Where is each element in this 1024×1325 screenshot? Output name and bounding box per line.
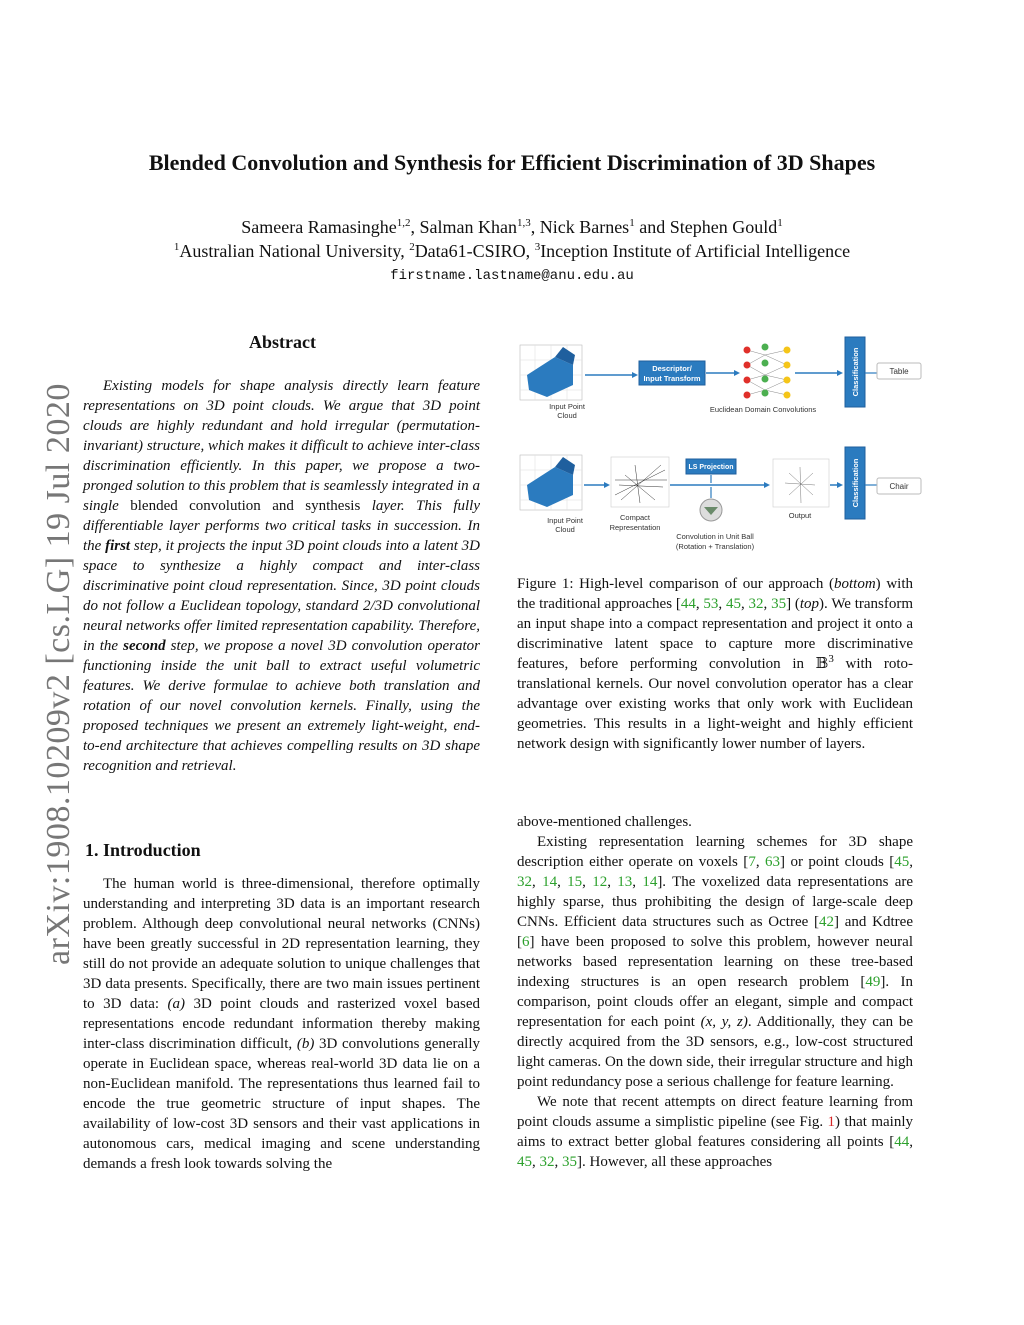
citation-link[interactable]: 7	[748, 854, 756, 870]
svg-text:Output: Output	[788, 511, 812, 520]
abstract-heading: Abstract	[249, 332, 316, 352]
svg-text:Input Point: Input Point	[547, 516, 583, 525]
citation-link[interactable]: 6	[522, 934, 530, 950]
author-3-aff: 1	[629, 217, 635, 229]
svg-text:Table: Table	[889, 367, 909, 376]
paper-title: Blended Convolution and Synthesis for Efficient Discrimination of 3D Shapes	[148, 150, 876, 175]
citation-link[interactable]: 35	[771, 596, 787, 612]
citation-link[interactable]: 49	[865, 974, 881, 990]
arxiv-stamp	[40, 365, 75, 965]
svg-text:(Rotation + Translation): (Rotation + Translation)	[675, 542, 755, 551]
citation-link[interactable]: 14	[542, 874, 558, 890]
svg-text:Classification: Classification	[851, 458, 860, 508]
author-block	[0, 215, 1024, 263]
neural-network-icon	[744, 344, 791, 399]
citation-link[interactable]: 42	[819, 914, 835, 930]
right-column-text	[517, 812, 913, 1172]
citation-link[interactable]: 63	[765, 854, 781, 870]
affiliation-1: Australian National University,	[179, 241, 410, 261]
svg-text:Compact: Compact	[619, 513, 651, 522]
svg-text:Classification: Classification	[851, 347, 860, 397]
svg-text:Cloud: Cloud	[557, 411, 577, 420]
paragraph-existing-schemes: Existing representation learning schemes for 3D shape description either operate on voxels [7, 63] or point clouds [45, 32, 14, 15, 12, 13, 14]. The voxelized data representations are highly sparse, thus prohibiting the design of large-scale deep CNNs. Efficient data structures such as Octree [42] and Kdtree [6] have been proposed to solve this problem, however neural networks based representation learning on these tree-based indexing structures is an open research problem [49]. In comparison, point clouds offer an elegant, simple and compact representation for each point (x, y, z). Additionally, they can be directly acquired from the 3D sensors, e.g., low-cost structured light cameras. On the down side, their irregular structure and high point redundancy pose a serious challenge for feature learning.	[517, 834, 914, 1090]
citation-link[interactable]: 14	[642, 874, 658, 890]
figure-ref-link[interactable]: 1	[827, 1114, 836, 1130]
output-plot	[773, 459, 829, 507]
author-3: Nick Barnes	[539, 217, 630, 237]
citation-link[interactable]: 32	[517, 874, 532, 890]
author-2: Salman Khan	[419, 217, 517, 237]
author-email: firstname.lastname@anu.edu.au	[390, 268, 634, 284]
author-names: Sameera Ramasinghe$^{1,2}$, Salman Khan$^{1,3}$, Nick Barnes$^1$ and Stephen Gould$^1$	[241, 217, 783, 237]
affiliations: $^1$Australian National University, $^2$Data61-CSIRO, $^3$Inception Institute of Artificial Intelligence	[173, 241, 851, 261]
affiliation-2: Data61-CSIRO,	[414, 241, 535, 261]
chair-icon-bottom	[520, 455, 582, 510]
svg-text:Descriptor/: Descriptor/	[652, 364, 692, 373]
svg-text:Cloud: Cloud	[555, 525, 575, 534]
svg-text:LS Projection: LS Projection	[688, 464, 734, 471]
citation-link[interactable]: 13	[617, 874, 633, 890]
paragraph-recent-attempts: We note that recent attempts on direct feature learning from point clouds assume a simplistic pipeline (see Fig. 1) that mainly aims to extract better global features considering all points [44, 45, 32, 35]. However, all these approaches	[517, 1094, 913, 1170]
author-1-aff: 1,2	[396, 217, 411, 229]
citation-link[interactable]: 12	[592, 874, 608, 890]
compact-representation-plot	[611, 457, 669, 507]
author-2-aff: 1,3	[516, 217, 531, 229]
svg-text:Input Point: Input Point	[549, 402, 585, 411]
svg-text:Euclidean Domain Convolutions: Euclidean Domain Convolutions	[709, 405, 817, 414]
svg-text:Representation: Representation	[609, 523, 661, 532]
svg-text:Convolution in Unit Ball: Convolution in Unit Ball	[676, 532, 754, 541]
author-1: Sameera Ramasinghe	[241, 217, 397, 237]
svg-text:Chair: Chair	[889, 482, 909, 491]
citation-link[interactable]: 35	[562, 1154, 577, 1170]
chair-icon-top	[520, 345, 582, 400]
arxiv-stamp-text: arXiv:1908.10209v2 [cs.LG] 19 Jul 2020	[40, 383, 77, 965]
figure-1-caption: Figure 1: High-level comparison of our approach (bottom) with the traditional approaches [44, 53, 45, 32, 35] (top). We transform an input shape into a compact representation and project it onto a discriminative latent space to capture more discriminative features, before performing convolution in 𝔹$^3$ with roto-translational kernels. Our novel convolution operator has a clear advantage over existing works that only work with Euclidean geometries. This results in a light-weight and highly efficient network design with significantly lower number of layers.	[517, 576, 914, 752]
citation-link[interactable]: 45	[517, 1154, 532, 1170]
affiliation-3: Inception Institute of Artificial Intelligence	[540, 241, 851, 261]
figure-1	[515, 335, 925, 560]
citation-link[interactable]: 53	[703, 596, 719, 612]
abstract-body: Existing models for shape analysis directly learn feature representations on 3D point clouds. We argue that 3D point clouds are highly redundant and hold irregular (permutation-invariant) structure, which makes it difficult to achieve inter-class discrimination efficiently. In this paper, we propose a two-pronged solution to this problem that is seamlessly integrated in a single blended convolution and synthesis layer. This fully differentiable layer performs two critical tasks in succession. In the first step, it projects the input 3D point clouds into a latent 3D space to synthesize a highly compact and inter-class discriminative point cloud representation. Since, 3D point clouds do not follow a Euclidean topology, standard 2/3D convolutional neural networks offer limited representation capability. Therefore, in the second step, we propose a novel 3D convolution operator functioning inside the unit ball to extract useful volumetric features. We derive formulae to achieve both translation and rotation of our novel convolution kernels. Finally, using the proposed techniques we present an extremely light-weight, end-to-end architecture that achieves compelling results on 3D shape recognition and retrieval.	[83, 378, 481, 774]
citation-link[interactable]: 45	[894, 854, 910, 870]
paragraph-continuation: above-mentioned challenges.	[517, 814, 692, 830]
author-4: Stephen Gould	[669, 217, 778, 237]
citation-link[interactable]: 15	[567, 874, 583, 890]
citation-link[interactable]: 45	[725, 596, 741, 612]
intro-paragraph: The human world is three-dimensional, therefore optimally understanding and interpreting 3D data is an important research problem. Although deep convolutional neural networks (CNNs) have been greatly successful in 2D representation learning, they still do not provide an adequate solution to unique challenges that 3D data presents. Specifically, there are two main issues pertinent to 3D data: (a) 3D point clouds and rasterized voxel based representations encode redundant information thereby making inter-class discrimination difficult, (b) 3D convolutions generally operate in Euclidean space, whereas real-world 3D data lie on a non-Euclidean manifold. The representations thus learned fail to encode the true geometric structure of input shapes. The availability of low-cost 3D sensors and their vast applications in autonomous cars, medical imaging and scene understanding demands a fresh look towards solving the	[83, 876, 480, 1172]
citation-link[interactable]: 32	[539, 1154, 555, 1170]
svg-text:Input Transform: Input Transform	[643, 374, 701, 383]
citation-link[interactable]: 44	[680, 596, 696, 612]
author-4-aff: 1	[777, 217, 783, 229]
citation-link[interactable]: 32	[748, 596, 764, 612]
citation-link[interactable]: 44	[894, 1134, 910, 1150]
section-heading-introduction: 1. Introduction	[85, 840, 201, 860]
